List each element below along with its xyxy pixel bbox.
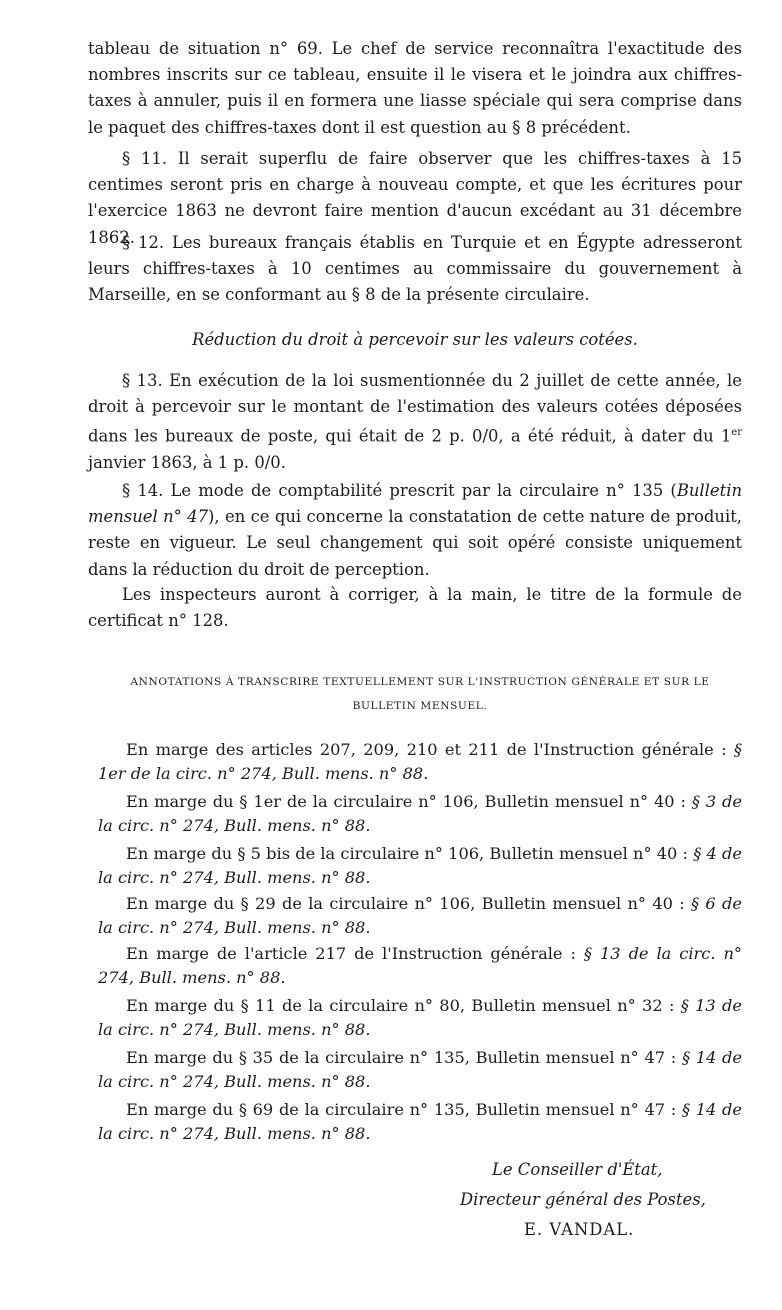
annotation-ref: § 3 de la circ. n° 274, Bull. mens. n° 88. (98, 792, 742, 836)
annotation-item (98, 994, 742, 1043)
annotation-text: En marge du § 11 de la circulaire n° 80, Bulletin mensuel n° 32 : (126, 996, 681, 1015)
p14-text-a: § 14. Le mode de comptabilité prescrit par la circulaire n° 135 ( (122, 481, 677, 500)
annotation-item (98, 790, 742, 839)
p14-bulletin-ref: Bulletin mensuel n° 47 (88, 481, 742, 527)
signature-role: Directeur général des Postes, (460, 1190, 706, 1209)
annotation-text: En marge des articles 207, 209, 210 et 211 de l'Instruction générale : (126, 740, 734, 759)
p13-text-a: § 13. En exécution de la loi susmentionnée du 2 juillet de cette année, le droit à percevoir sur le montant de l'estimation des valeurs cotées déposées dans les bureaux de poste, qui était de 2 p. 0/0, a été réduit, à dater du 1 (88, 371, 742, 446)
paragraph-section-11: § 11. Il serait superflu de faire observer que les chiffres-taxes à 15 centimes seront pris en charge à nouveau compte, et que les écritures pour l'exercice 1863 ne devront faire mention d'aucun excédant au 31 décembre 1862. (88, 149, 742, 247)
annotation-text: En marge du § 1er de la circulaire n° 106, Bulletin mensuel n° 40 : (126, 792, 692, 811)
annotations-title: ANNOTATIONS À TRANSCRIRE TEXTUELLEMENT SUR L'INSTRUCTION GÉNÉRALE ET SUR LE BULLETIN MENSUEL. (130, 676, 710, 712)
paragraph-tableau-situation: tableau de situation n° 69. Le chef de service reconnaîtra l'exactitude des nombres inscrits sur ce tableau, ensuite il le visera et le joindra aux chiffres-taxes à annuler, puis il en formera une liasse spéciale qui sera comprise dans le paquet des chiffres-taxes dont il est question au § 8 précédent. (88, 39, 742, 137)
annotation-item (98, 738, 742, 787)
paragraph-inspecteurs: Les inspecteurs auront à corriger, à la main, le titre de la formule de certificat n° 128. (88, 585, 742, 631)
annotation-ref: § 13 de la circ. n° 274, Bull. mens. n° 88. (98, 944, 742, 988)
annotation-item (98, 1098, 742, 1147)
paragraph-section-13 (88, 368, 742, 476)
annotation-ref: § 14 de la circ. n° 274, Bull. mens. n° 88. (98, 1100, 742, 1144)
annotation-ref: § 6 de la circ. n° 274, Bull. mens. n° 88. (98, 894, 742, 938)
paragraph-section-12: § 12. Les bureaux français établis en Turquie et en Égypte adresseront leurs chiffres-taxes à 10 centimes au commissaire du gouvernement à Marseille, en se conformant au § 8 de la présente circulaire. (88, 233, 742, 305)
annotation-text: En marge du § 29 de la circulaire n° 106, Bulletin mensuel n° 40 : (126, 894, 692, 913)
p14-text-b: ), en ce qui concerne la constatation de cette nature de produit, reste en vigueur. Le seul changement qui soit opéré consiste uniquement dans la réduction du droit de perception. (88, 507, 742, 579)
annotation-text: En marge du § 5 bis de la circulaire n° 106, Bulletin mensuel n° 40 : (126, 844, 694, 863)
annotation-text: En marge du § 69 de la circulaire n° 135, Bulletin mensuel n° 47 : (126, 1100, 682, 1119)
annotation-ref: § 1er de la circ. n° 274, Bull. mens. n° 88. (98, 740, 742, 784)
annotation-item (98, 942, 742, 991)
paragraph-section-14 (88, 478, 742, 583)
annotation-item (98, 892, 742, 941)
annotation-text: En marge de l'article 217 de l'Instruction générale : (126, 944, 584, 963)
p13-superscript: er (731, 427, 742, 439)
annotation-ref: § 4 de la circ. n° 274, Bull. mens. n° 88. (98, 844, 742, 888)
annotation-ref: § 13 de la circ. n° 274, Bull. mens. n° 88. (98, 996, 742, 1040)
annotation-ref: § 14 de la circ. n° 274, Bull. mens. n° 88. (98, 1048, 742, 1092)
annotation-text: En marge du § 35 de la circulaire n° 135, Bulletin mensuel n° 47 : (126, 1048, 682, 1067)
annotation-item (98, 1046, 742, 1095)
p13-text-b: janvier 1863, à 1 p. 0/0. (88, 453, 286, 473)
signature-title: Le Conseiller d'État, (492, 1160, 663, 1179)
annotation-item (98, 842, 742, 891)
signature-name: E. VANDAL. (524, 1220, 635, 1239)
section-heading-reduction: Réduction du droit à percevoir sur les valeurs cotées. (192, 330, 638, 349)
